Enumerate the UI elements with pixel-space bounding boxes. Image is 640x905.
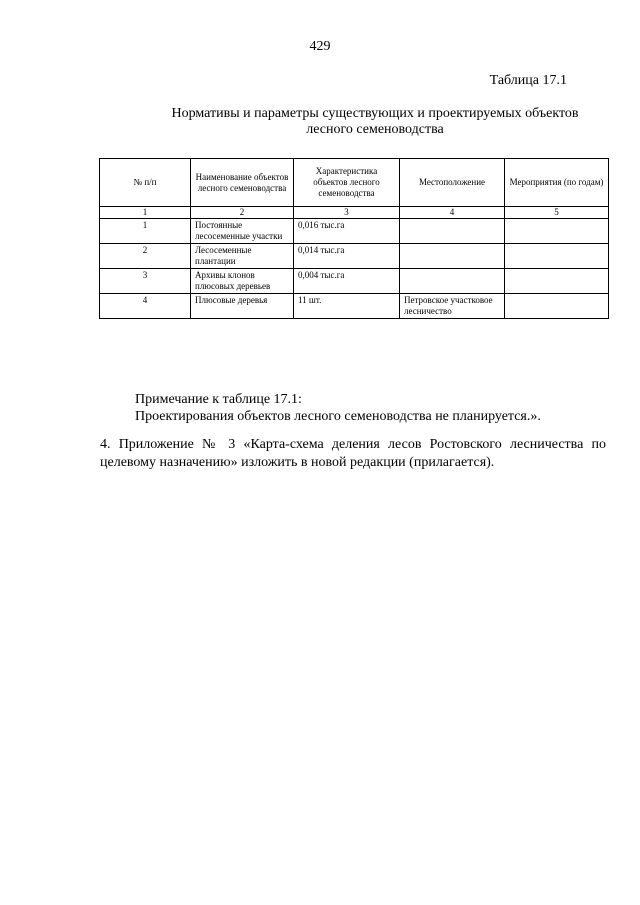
- table-cell: [505, 269, 609, 294]
- table-cell: Постоянные лесосеменные участки: [191, 219, 294, 244]
- table-cell: 0,014 тыс.га: [294, 244, 400, 269]
- header-cell: Наименование объектов лесного семеноводства: [191, 159, 294, 207]
- table-cell: 4: [100, 294, 191, 319]
- column-number: 3: [294, 207, 400, 219]
- title-line-2: лесного семеноводства: [306, 122, 444, 137]
- column-number: 4: [400, 207, 505, 219]
- table-cell: 1: [100, 219, 191, 244]
- column-number-row: [100, 207, 609, 219]
- table-cell: 0,004 тыс.га: [294, 269, 400, 294]
- table-cell: Плюсовые деревья: [191, 294, 294, 319]
- header-cell: Характеристика объектов лесного семеноводства: [294, 159, 400, 207]
- table-cell: 0,016 тыс.га: [294, 219, 400, 244]
- table-header-row: [100, 159, 609, 207]
- title-line-1: Нормативы и параметры существующих и проектируемых объектов: [171, 106, 579, 121]
- table-cell: Архивы клонов плюсовых деревьев: [191, 269, 294, 294]
- table-note: [135, 391, 541, 425]
- table-cell: 11 шт.: [294, 294, 400, 319]
- note-heading: Примечание к таблице 17.1:: [135, 392, 302, 407]
- table-cell: 3: [100, 269, 191, 294]
- table-row: [100, 294, 609, 319]
- column-number: 2: [191, 207, 294, 219]
- header-cell: Местоположение: [400, 159, 505, 207]
- table-cell: [400, 244, 505, 269]
- norms-table: [99, 158, 609, 319]
- table-cell: [400, 269, 505, 294]
- column-number: 1: [100, 207, 191, 219]
- table-row: [100, 269, 609, 294]
- table-cell: [505, 244, 609, 269]
- table-caption: Таблица 17.1: [489, 73, 567, 88]
- column-number: 5: [505, 207, 609, 219]
- table-cell: Петровское участковое лесничество: [400, 294, 505, 319]
- table-cell: 2: [100, 244, 191, 269]
- table-cell: [505, 294, 609, 319]
- table-row: [100, 219, 609, 244]
- document-title: [135, 106, 615, 138]
- table-cell: Лесосеменные плантации: [191, 244, 294, 269]
- table-row: [100, 244, 609, 269]
- table-cell: [400, 219, 505, 244]
- header-cell: № п/п: [100, 159, 191, 207]
- note-text: Проектирования объектов лесного семеноводства не планируется.».: [135, 409, 541, 424]
- header-cell: Мероприятия (по годам): [505, 159, 609, 207]
- body-paragraph: 4. Приложение № 3 «Карта-схема деления лесов Ростовского лесничества по целевому назначению» изложить в новой редакции (прилагается).: [100, 437, 606, 470]
- table-cell: [505, 219, 609, 244]
- page-number: 429: [309, 39, 331, 54]
